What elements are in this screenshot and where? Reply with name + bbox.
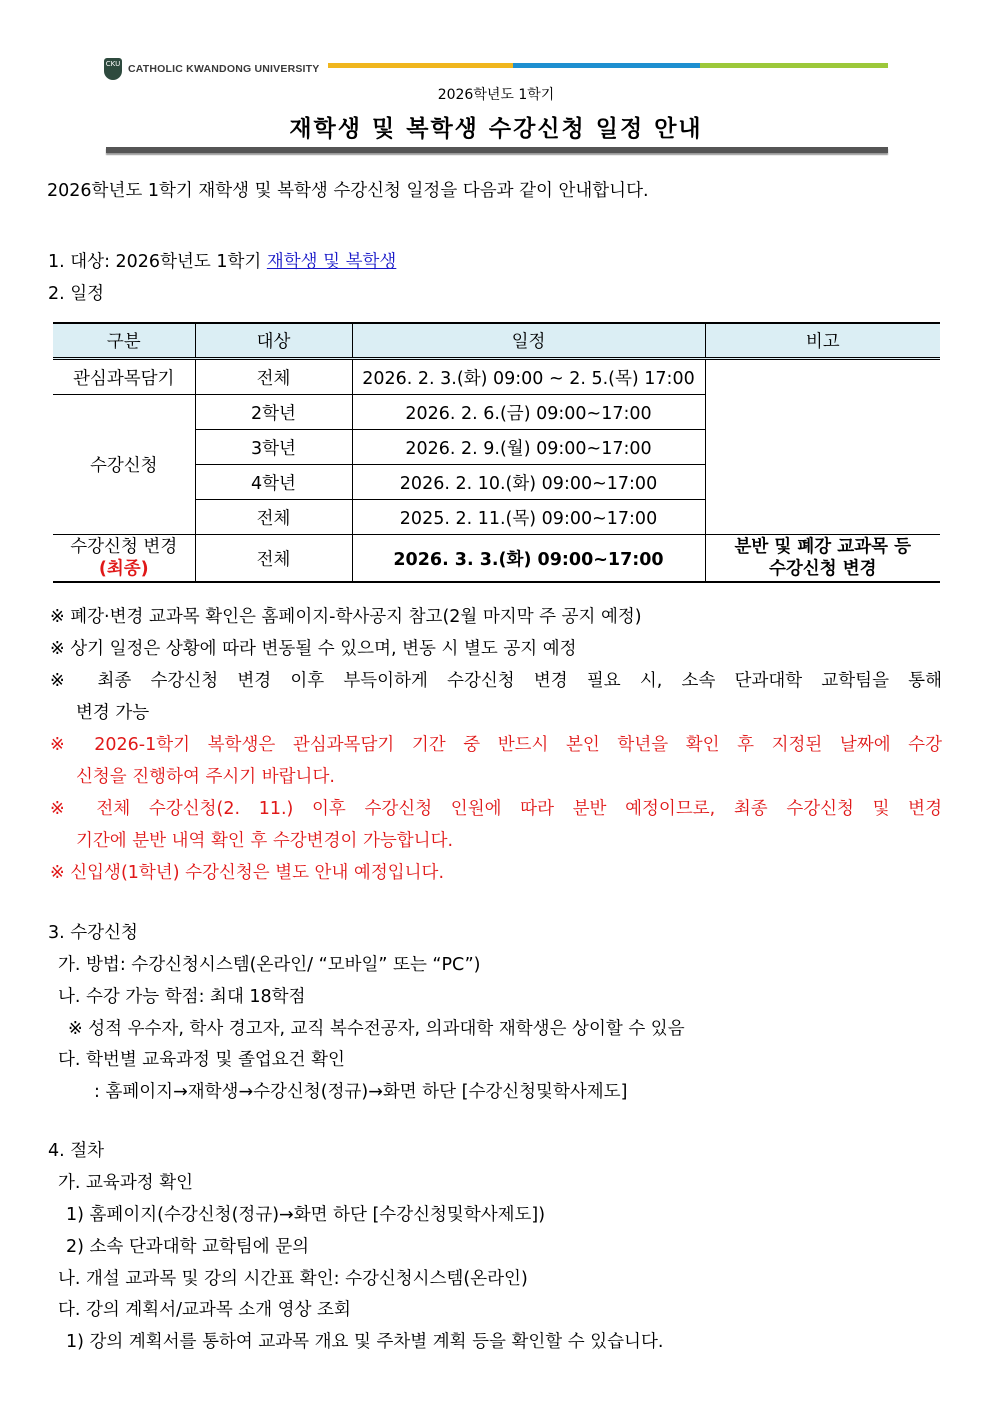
header-color-bar-green	[700, 63, 888, 68]
cell-category: 수강신청	[53, 395, 195, 535]
section-4-item-b: 나. 개설 교과목 및 강의 시간표 확인: 수강신청시스템(온라인)	[58, 1269, 528, 1289]
cell-target: 전체	[195, 535, 352, 583]
cell-category: 관심과목담기	[53, 359, 195, 395]
cell-target: 4학년	[195, 465, 352, 500]
section-1-target	[48, 251, 396, 273]
cell-category	[53, 535, 195, 583]
note-5-line-2: 기간에 분반 내역 확인 후 수강변경이 가능합니다.	[76, 831, 454, 851]
cell-target: 2학년	[195, 395, 352, 430]
header-color-bar-yellow	[328, 63, 513, 68]
category-final-label: (최종)	[98, 559, 149, 579]
logo-emblem-icon: CKU	[104, 58, 122, 80]
note-1: ※ 폐강·변경 교과목 확인은 홈페이지-학사공지 참고(2월 마지막 주 공지 예정)	[50, 607, 642, 627]
section-3-curriculum-path: : 홈페이지→재학생→수강신청(정규)→화면 하단 [수강신청및학사제도]	[94, 1082, 628, 1102]
table-row	[53, 535, 940, 583]
section-2-heading: 2. 일정	[48, 284, 105, 304]
title-underline	[106, 147, 888, 153]
intro-text: 2026학년도 1학기 재학생 및 복학생 수강신청 일정을 다음과 같이 안내합니다.	[47, 181, 649, 201]
section-3-credits: 나. 수강 가능 학점: 최대 18학점	[58, 987, 306, 1007]
cell-schedule: 2026. 2. 3.(화) 09:00 ~ 2. 5.(목) 17:00	[352, 359, 705, 395]
logo-text: CATHOLIC KWANDONG UNIVERSITY	[128, 63, 320, 75]
cell-schedule: 2026. 2. 10.(화) 09:00~17:00	[352, 465, 705, 500]
cell-schedule: 2026. 2. 6.(금) 09:00~17:00	[352, 395, 705, 430]
section-4-item-c: 다. 강의 계획서/교과목 소개 영상 조회	[58, 1300, 351, 1320]
table-row	[53, 359, 940, 395]
section-4-heading: 4. 절차	[48, 1141, 105, 1161]
section-4-item-c1: 1) 강의 계획서를 통하여 교과목 개요 및 주차별 계획 등을 확인할 수 있습니다.	[66, 1332, 664, 1352]
header-target: 대상	[195, 323, 352, 359]
section-1-prefix: 1. 대상: 2026학년도 1학기	[48, 252, 267, 272]
note-3-line-2: 변경 가능	[76, 703, 150, 723]
cell-target: 3학년	[195, 430, 352, 465]
section-3-curriculum: 다. 학번별 교육과정 및 졸업요건 확인	[58, 1050, 345, 1070]
note-4-line-1: ※ 2026-1학기 복학생은 관심과목담기 기간 중 반드시 본인 학년을 확인 후 지정된 날짜에 수강	[50, 735, 942, 755]
document-subtitle: 2026학년도 1학기	[437, 87, 555, 103]
remarks-line-1: 분반 및 폐강 교과목 등	[734, 537, 911, 557]
header-remarks: 비고	[705, 323, 940, 359]
cell-schedule: 2026. 2. 9.(월) 09:00~17:00	[352, 430, 705, 465]
note-4-line-2: 신청을 진행하여 주시기 바랍니다.	[76, 767, 335, 787]
section-3-credits-note: ※ 성적 우수자, 학사 경고자, 교직 복수전공자, 의과대학 재학생은 상이할 수 있음	[68, 1019, 685, 1039]
target-link[interactable]: 재학생 및 복학생	[266, 252, 397, 272]
note-3-line-1: ※ 최종 수강신청 변경 이후 부득이하게 수강신청 변경 필요 시, 소속 단과대학 교학팀을 통해	[50, 671, 942, 691]
section-3-heading: 3. 수강신청	[48, 923, 138, 943]
cell-schedule: 2025. 2. 11.(목) 09:00~17:00	[352, 500, 705, 535]
cell-target: 전체	[195, 359, 352, 395]
header-schedule: 일정	[352, 323, 705, 359]
note-6: ※ 신입생(1학년) 수강신청은 별도 안내 예정입니다.	[50, 863, 445, 883]
section-4-item-a: 가. 교육과정 확인	[58, 1173, 194, 1193]
header-category: 구분	[53, 323, 195, 359]
cell-target: 전체	[195, 500, 352, 535]
remarks-line-2: 수강신청 변경	[768, 559, 877, 579]
cell-schedule: 2026. 3. 3.(화) 09:00~17:00	[352, 535, 705, 583]
section-4-item-a1: 1) 홈페이지(수강신청(정규)→화면 하단 [수강신청및학사제도])	[66, 1205, 546, 1225]
document-title: 재학생 및 복학생 수강신청 일정 안내	[289, 116, 703, 142]
note-5-line-1: ※ 전체 수강신청(2. 11.) 이후 수강신청 인원에 따라 분반 예정이므로, 최종 수강신청 및 변경	[50, 799, 942, 819]
schedule-table	[53, 322, 940, 583]
table-header-row	[53, 323, 940, 359]
section-4-item-a2: 2) 소속 단과대학 교학팀에 문의	[66, 1237, 310, 1257]
cell-remarks-empty	[705, 359, 940, 535]
university-logo	[104, 58, 320, 80]
note-2: ※ 상기 일정은 상황에 따라 변동될 수 있으며, 변동 시 별도 공지 예정	[50, 639, 577, 659]
notes-block	[50, 601, 942, 889]
header-color-bar-blue	[513, 63, 700, 68]
cell-remarks	[705, 535, 940, 583]
section-3-method: 가. 방법: 수강신청시스템(온라인/ “모바일” 또는 “PC”)	[58, 955, 481, 975]
category-change-label: 수강신청 변경	[70, 537, 178, 557]
